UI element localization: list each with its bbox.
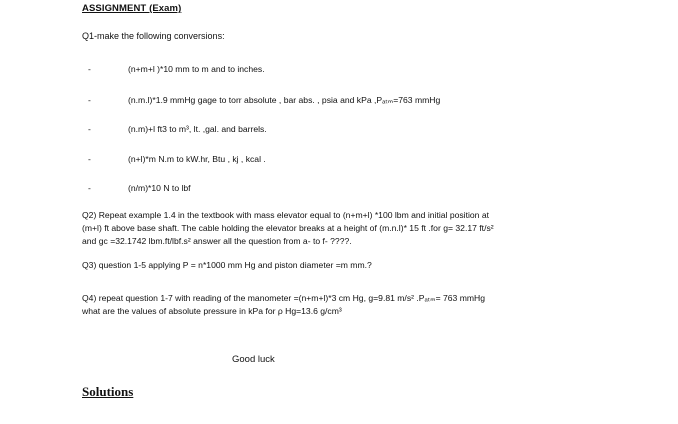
- q3-paragraph: [82, 259, 672, 272]
- q4-line: what are the values of absolute pressure in kPa for ρ Hg=13.6 g/cm³: [82, 306, 342, 316]
- item-text: (n+l)*m N.m to kW.hr, Btu , kj , kcal .: [128, 154, 266, 164]
- item-marker: -: [88, 64, 91, 74]
- q2-paragraph: [82, 209, 672, 248]
- solutions-heading: Solutions: [82, 384, 134, 399]
- item-marker: -: [88, 95, 91, 105]
- item-marker: -: [88, 183, 91, 193]
- item-marker: -: [88, 124, 91, 134]
- q4-paragraph: [82, 292, 672, 318]
- item-text: (n/m)*10 N to lbf: [128, 183, 191, 193]
- list-item: [88, 183, 191, 193]
- q1-heading: Q1-make the following conversions:: [82, 31, 225, 41]
- list-item: [88, 95, 440, 106]
- q4-line: Q4) repeat question 1-7 with reading of the manometer =(n+m+l)*3 cm Hg, g=9.81 m/s² .Pₐₜₘ= 763 mmHg: [82, 293, 486, 303]
- list-item: [88, 124, 267, 134]
- item-marker: -: [88, 154, 91, 164]
- list-item: [88, 64, 265, 74]
- item-text: (n.m.l)*1.9 mmHg gage to torr absolute , bar abs. , psia and kPa ,Pₐₜₘ=763 mmHg: [128, 95, 441, 105]
- q2-line: and gc =32.1742 lbm.ft/lbf.s² answer all the question from a- to f- ????.: [82, 236, 352, 246]
- closing-text: Good luck: [232, 354, 275, 365]
- item-text: (n+m+l )*10 mm to m and to inches.: [128, 64, 265, 74]
- q2-line: (m+l) ft above base shaft. The cable holding the elevator breaks at a height of (m.n.l)* 15 ft .for g= 32.17 ft/s²: [82, 223, 494, 233]
- page-title: ASSIGNMENT (Exam): [82, 3, 182, 14]
- item-text: (n.m)+l ft3 to m³, lt. ,gal. and barrels.: [128, 124, 267, 134]
- q2-line: Q2) Repeat example 1.4 in the textbook with mass elevator equal to (n+m+l) *100 lbm and initial position at: [82, 210, 489, 220]
- list-item: [88, 154, 266, 164]
- q3-line: Q3) question 1-5 applying P = n*1000 mm Hg and piston diameter =m mm.?: [82, 260, 372, 270]
